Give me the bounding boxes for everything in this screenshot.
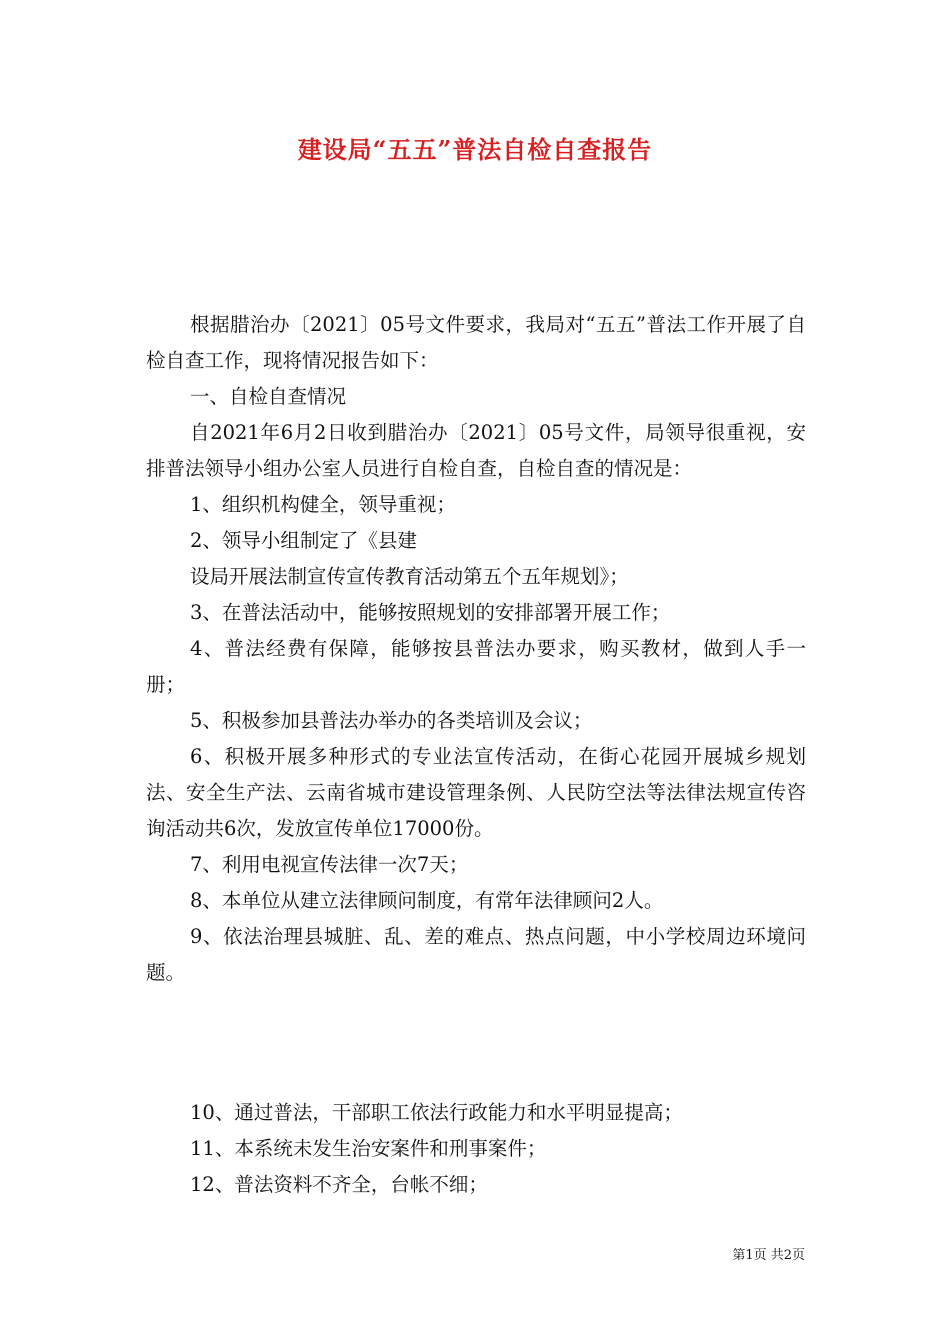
list-item-5: 5、积极参加县普法办举办的各类培训及会议； <box>190 709 593 732</box>
list-item-2-continued: 设局开展法制宣传宣传教育活动第五个五年规划》； <box>190 565 629 588</box>
list-item-10: 10、通过普法，干部职工依法行政能力和水平明显提高； <box>190 1101 683 1124</box>
list-item-11: 11、本系统未发生治安案件和刑事案件； <box>190 1137 547 1160</box>
document-title: 建设局“五五”普法自检自查报告 <box>297 135 653 164</box>
section-paragraph: 自2021年6月2日收到腊治办〔2021〕05号文件，局领导很重视，安排普法领导小组办公室人员进行自检自查，自检自查的情况是： <box>146 421 806 480</box>
report-body-part2 <box>146 1095 806 1203</box>
list-item-4: 4、普法经费有保障，能够按县普法办要求，购买教材，做到人手一册； <box>146 637 806 696</box>
list-item-6: 6、积极开展多种形式的专业法宣传活动，在街心花园开展城乡规划法、安全生产法、云南省城市建设管理条例、人民防空法等法律法规宣传咨询活动共6次，发放宣传单位17000份。 <box>146 745 806 840</box>
list-item-3: 3、在普法活动中，能够按照规划的安排部署开展工作； <box>190 601 671 624</box>
list-item-1: 1、组织机构健全，领导重视； <box>190 493 456 516</box>
list-item-2: 2、领导小组制定了《县建 <box>190 529 417 552</box>
list-item-12: 12、普法资料不齐全，台帐不细； <box>190 1173 488 1196</box>
section-heading: 一、自检自查情况 <box>190 385 347 408</box>
list-item-9: 9、依法治理县城脏、乱、差的难点、热点问题，中小学校周边环境问题。 <box>146 925 806 984</box>
list-item-8: 8、本单位从建立法律顾问制度，有常年法律顾问2人。 <box>190 889 664 912</box>
report-body-part1 <box>146 307 806 991</box>
page-number: 第1页 共2页 <box>732 1248 805 1263</box>
intro-paragraph: 根据腊治办〔2021〕05号文件要求，我局对“五五”普法工作开展了自检自查工作，现将情况报告如下： <box>146 313 806 372</box>
list-item-7: 7、利用电视宣传法律一次7天； <box>190 853 469 876</box>
